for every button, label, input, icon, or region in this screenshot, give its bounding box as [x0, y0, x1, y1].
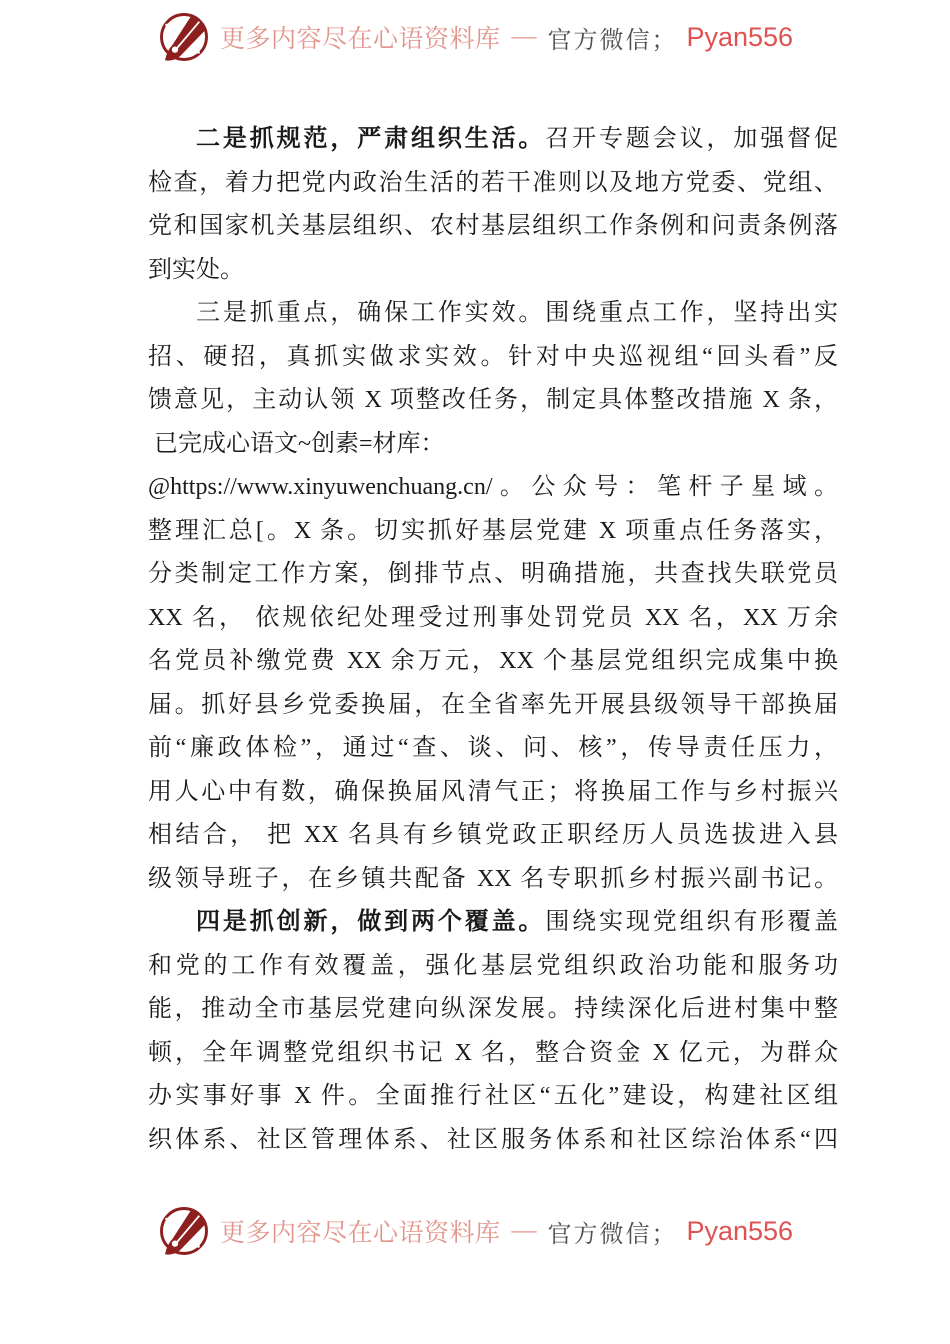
paragraph-text: 馈意见，主动认领 X 项整改任务，制定具体整改措施 X 条， — [148, 387, 838, 413]
paragraph-text: 用人心中有数，确保换届风清气正；将换届工作与乡村振兴 — [148, 778, 838, 805]
paragraph-text: 三是抓重点，确保工作实效。围绕重点工作，坚持出实 — [196, 300, 838, 326]
text-line — [148, 249, 838, 293]
paragraph-text: 能，推动全市基层党建向纵深发展。持续深化后进村集中整 — [148, 996, 838, 1022]
paragraph-text: @https://www.xinyuwenchuang.cn/。公众号：笔杆子星域。 — [148, 474, 838, 500]
paragraph-text: 到实处。 — [148, 256, 244, 283]
paragraph-text: 已完成心语文~创素=材库： — [148, 430, 445, 457]
pen-nib-circle-logo-icon — [157, 10, 211, 64]
paragraph-text: 顿，全年调整党组织书记 X 名，整合资金 X 亿元，为群众 — [148, 1039, 838, 1066]
text-line — [148, 988, 838, 1032]
text-line — [148, 771, 838, 815]
paragraph-text: 相结合， 把 XX 名具有乡镇党政正职经历人员选拔进入县 — [148, 822, 838, 848]
paragraph-text: 办实事好事 X 件。全面推行社区“五化”建设，构建社区组 — [148, 1083, 838, 1109]
text-line — [148, 336, 838, 380]
paragraph-lead-bold: 二是抓规范，严肃组织生活。 — [196, 126, 546, 152]
paragraph-text: 届。抓好县乡党委换届，在全省率先开展县级领导干部换届 — [148, 691, 838, 718]
wechat-label: 官方微信； — [547, 1221, 678, 1248]
text-line — [148, 727, 838, 771]
paragraph-text: 招、硬招，真抓实做求实效。针对中央巡视组“回头看”反 — [148, 343, 838, 370]
text-line — [148, 118, 838, 162]
text-line — [148, 466, 838, 510]
text-line — [148, 640, 838, 684]
document-body — [148, 118, 838, 1162]
paragraph-text: 级领导班子，在乡镇共配备 XX 名专职抓乡村振兴副书记。 — [148, 865, 838, 892]
text-line — [148, 1119, 838, 1163]
wechat-id: Pyan556 — [686, 1215, 794, 1246]
header-brand-bar — [0, 10, 950, 64]
footer-brand-bar — [0, 1204, 950, 1258]
paragraph-text: 前“廉政体检”，通过“查、谈、问、核”，传导责任压力， — [148, 735, 838, 761]
paragraph-text: 名党员补缴党费 XX 余万元，XX 个基层党组织完成集中换 — [148, 648, 838, 674]
text-line — [148, 597, 838, 641]
text-line — [148, 205, 838, 249]
paragraph-text: XX 名， 依规依纪处理受过刑事处罚党员 XX 名，XX 万余 — [148, 604, 838, 631]
text-line — [148, 553, 838, 597]
site-name-text: 更多内容尽在心语资料库 — [219, 26, 501, 53]
text-line — [148, 858, 838, 902]
paragraph-text: 整理汇总[。X 条。切实抓好基层党建 X 项重点任务落实， — [148, 517, 838, 544]
paragraph-text: 织体系、社区管理体系、社区服务体系和社区综治体系“四 — [148, 1126, 838, 1153]
text-line — [148, 292, 838, 336]
paragraph-text: 召开专题会议，加强督促 — [545, 126, 839, 152]
site-name-text: 更多内容尽在心语资料库 — [219, 1220, 501, 1247]
text-line — [148, 379, 838, 423]
paragraph-lead-bold: 四是抓创新，做到两个覆盖。 — [196, 909, 546, 935]
text-line — [148, 162, 838, 206]
text-line — [148, 1075, 838, 1119]
text-line — [148, 945, 838, 989]
paragraph-text: 和党的工作有效覆盖，强化基层党组织政治功能和服务功 — [148, 952, 838, 979]
text-line — [148, 901, 838, 945]
text-line — [148, 510, 838, 554]
wechat-label: 官方微信； — [547, 27, 678, 54]
dash-separator: — — [511, 23, 537, 50]
text-line — [148, 684, 838, 728]
paragraph-text: 围绕实现党组织有形覆盖 — [545, 909, 839, 935]
text-line — [148, 814, 838, 858]
paragraph-text: 分类制定工作方案，倒排节点、明确措施，共查找失联党员 — [148, 561, 838, 587]
pen-nib-circle-logo-icon — [157, 1204, 211, 1258]
text-line — [148, 1032, 838, 1076]
paragraph-text: 检查，着力把党内政治生活的若干准则以及地方党委、党组、 — [148, 169, 838, 196]
dash-separator: — — [511, 1217, 537, 1244]
text-line — [148, 423, 838, 467]
wechat-id: Pyan556 — [686, 21, 794, 52]
paragraph-text: 党和国家机关基层组织、农村基层组织工作条例和问责条例落 — [148, 213, 838, 239]
